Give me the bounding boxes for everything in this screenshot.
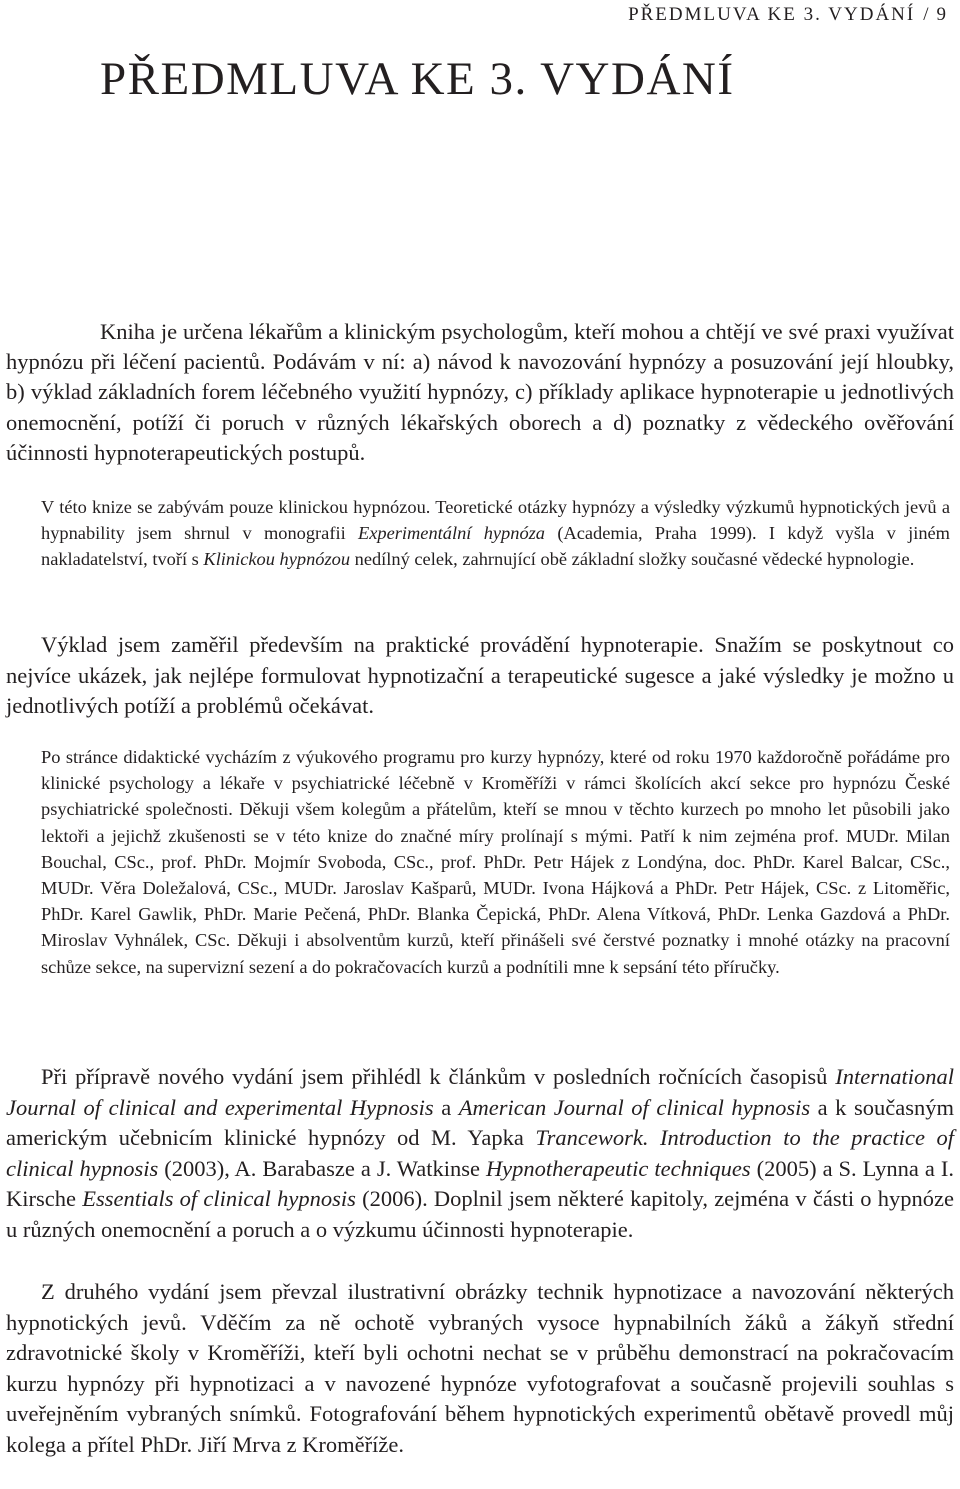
book-title-trancework: Trancework. Introduction to the practice of clinical hypnosis <box>6 1125 954 1181</box>
page-title: PŘEDMLUVA KE 3. VYDÁNÍ <box>100 53 735 105</box>
book-title-clinical: Klinickou hypnózou <box>203 549 351 570</box>
book-title-experimental: Experimentální hypnóza <box>358 523 545 544</box>
paragraph-new-edition-text-3: a k současným americkým učebnicím klinické hypnózy od M. Yapka <box>6 1094 954 1150</box>
header-separator: / <box>923 4 929 25</box>
book-title-hypnotherapeutic: Hypnotherapeutic techniques <box>485 1155 751 1181</box>
paragraph-new-edition-text-6: (2006). Doplnil jsem některé kapitoly, zejména v části o hypnóze u různých onemocnění a poruch a o výzkumu účinnosti hypnoterapie. <box>6 1186 954 1242</box>
paragraph-new-edition-text-5: (2005) a S. Lynna a I. Kirsche <box>6 1155 954 1211</box>
journal-title-2: American Journal of clinical hypnosis <box>458 1094 811 1120</box>
running-title: PŘEDMLUVA KE 3. VYDÁNÍ <box>628 4 916 25</box>
book-title-essentials: Essentials of clinical hypnosis <box>82 1186 356 1211</box>
journal-title-1: International Journal of clinical and experimental Hypnosis <box>6 1064 954 1120</box>
paragraph-acknowledgements: Po stránce didaktické vycházím z výukového programu pro kurzy hypnózy, které od roku 1970 každoročně pořádáme pro klinické psychology a lékaře v psychiatrické léčebně v Kroměříži v rámci školících akcí sekce pro hypnózu České psychiatrické společnosti. Děkuji všem kolegům a přátelům, kteří se mnou v těchto kurzech po mnoho let působili jako lektoři a jejichž zkušenosti se v této knize do značné míry prolínají s mými. Patří k nim zejména prof. MUDr. Milan Bouchal, CSc., prof. PhDr. Mojmír Svoboda, CSc., prof. PhDr. Petr Hájek z Londýna, doc. PhDr. Karel Balcar, CSc., MUDr. Věra Doležalová, CSc., MUDr. Jaroslav Kašparů, MUDr. Ivona Hájková a PhDr. Petr Hájek, CSc. z Litoměřic, PhDr. Karel Gawlik, PhDr. Marie Pečená, PhDr. Blanka Čepická, PhDr. Alena Vítková, PhDr. Lenka Gazdová a PhDr. Miroslav Vyhnálek, CSc. Děkuji i absolventům kurzů, kteří přinášeli své čerstvé poznatky i mnohé otázky na pracovní schůze sekce, na supervizní sezení a do pokračovacích kurzů a podnítili mne k sepsání této příručky. <box>41 747 950 977</box>
paragraph-illustrations: Z druhého vydání jsem převzal ilustrativní obrázky technik hypnotizace a navozování některých hypnotických jevů. Vděčím za ně ochotě vybraných vysoce hypnabilních žáků a žákyň střední zdravotnické školy v Kroměříži, kteří byli ochotni nechat se v průběhu demonstrací na pokračovacím kurzu hypnózy při hypnotizaci a v navozené hypnóze vyfotografovat a současně projevili souhlas s uveřejněním vybraných snímků. Fotografování během hypnotických experimentů obětavě provedl můj kolega a přítel PhDr. Jiří Mrva z Kroměříže. <box>6 1279 954 1457</box>
paragraph-new-edition-text-1: Při přípravě nového vydání jsem přihlédl k článkům v posledních ročnících časopisů <box>41 1064 836 1089</box>
running-header <box>628 4 946 26</box>
paragraph-scope-text-2: (Academia, Praha 1999). I když vyšla v jiném nakladatelství, tvoří s <box>41 523 950 570</box>
paragraph-new-edition-text-2: a <box>433 1094 459 1120</box>
paragraph-new-edition-text-4: (2003), A. Barabasze a J. Watkinse <box>158 1155 486 1181</box>
paragraph-new-edition <box>6 1062 954 1245</box>
paragraph-intro: Kniha je určena lékařům a klinickým psychologům, kteří mohou a chtějí ve své praxi využívat hypnózu při léčení pacientů. Podávám v ní: a) návod k navozování hypnózy a posuzování její hloubky, b) výklad základních forem léčebného využití hypnózy, c) příklady aplikace hypnoterapie u jednotlivých onemocnění, potíží či poruch v různých lékařských oborech a d) poznatky z vědeckého ověřování účinnosti hypnoterapeutických postupů. <box>6 319 954 465</box>
paragraph-focus: Výklad jsem zaměřil především na praktické provádění hypnoterapie. Snažím se poskytnout co nejvíce ukázek, jak nejlépe formulovat hypnotizační a terapeutické sugesce a jaké výsledky je možno u jednotlivých potíží a problémů očekávat. <box>6 632 954 718</box>
paragraph-scope-text-3: nedílný celek, zahrnující obě základní složky současné vědecké hypnologie. <box>350 549 915 570</box>
paragraph-scope-text-1: V této knize se zabývám pouze klinickou hypnózou. Teoretické otázky hypnózy a výsledky výzkumů hypnotických jevů a hypnability jsem shrnul v monografii <box>41 497 950 544</box>
paragraph-scope <box>41 494 950 573</box>
page-number: 9 <box>936 4 946 25</box>
